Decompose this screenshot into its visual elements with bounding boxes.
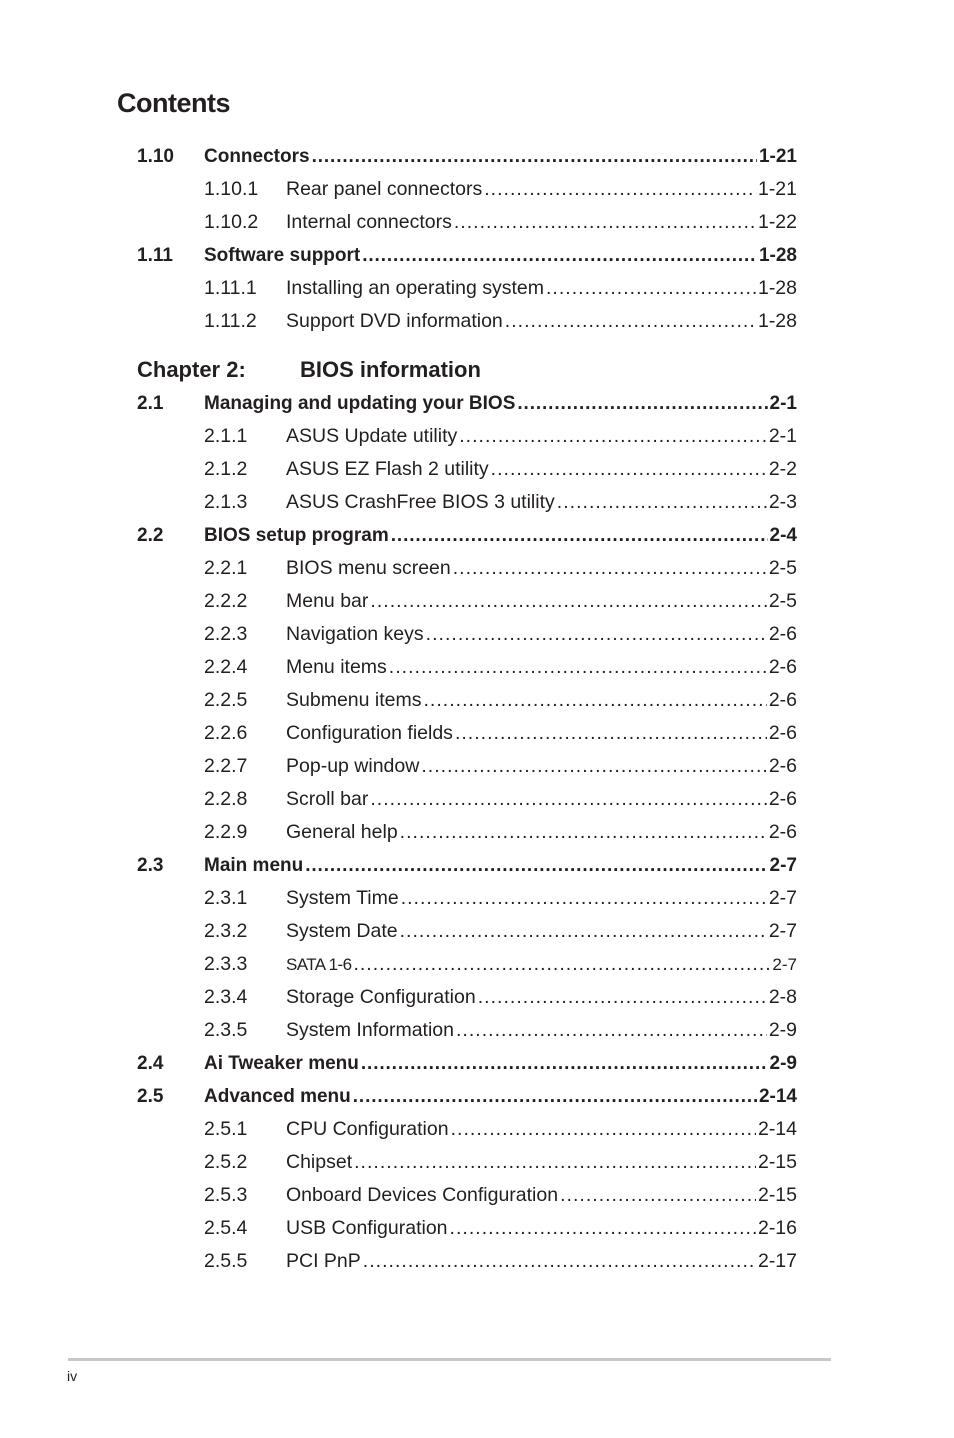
toc-section-chapter-1 xyxy=(137,140,797,338)
toc-entry-number: 2.3.3 xyxy=(204,953,248,975)
toc-entry-body xyxy=(204,140,797,173)
toc-entry-body xyxy=(286,1245,797,1278)
toc-dot-leader xyxy=(478,981,767,1014)
toc-entry[interactable] xyxy=(137,239,797,272)
toc-entry-title: ASUS EZ Flash 2 utility xyxy=(286,458,489,480)
toc-dot-leader xyxy=(389,651,767,684)
toc-entry[interactable] xyxy=(137,981,797,1014)
toc-entry-title: Storage Configuration xyxy=(286,986,476,1008)
toc-entry-body xyxy=(286,206,797,239)
toc-entry[interactable] xyxy=(137,305,797,338)
toc-dot-leader xyxy=(361,1047,768,1080)
toc-entry[interactable] xyxy=(137,486,797,519)
toc-entry-body xyxy=(286,915,797,948)
toc-entry-body xyxy=(286,1179,797,1212)
toc-entry-page: 2-8 xyxy=(768,986,797,1008)
toc-entry[interactable] xyxy=(137,684,797,717)
footer-divider xyxy=(68,1358,831,1361)
toc-entry[interactable] xyxy=(137,1146,797,1179)
toc-entry-title: Main menu xyxy=(204,855,304,876)
toc-entry-body xyxy=(286,486,797,519)
toc-entry-title: SATA 1-6 xyxy=(286,955,352,974)
toc-dot-leader xyxy=(450,1212,756,1245)
toc-entry[interactable] xyxy=(137,849,797,882)
toc-entry-number: 2.5.3 xyxy=(204,1184,248,1206)
toc-entry-number: 2.2.2 xyxy=(204,590,248,612)
toc-entry-number: 2.4 xyxy=(137,1053,164,1074)
toc-entry[interactable] xyxy=(137,618,797,651)
toc-entry-body xyxy=(204,1047,797,1080)
footer-page-number: iv xyxy=(67,1368,78,1384)
toc-entry-number: 2.2.8 xyxy=(204,788,248,810)
toc-entry-body xyxy=(286,1014,797,1047)
toc-section-chapter-2 xyxy=(137,387,797,1278)
toc-entry-body xyxy=(286,651,797,684)
toc-dot-leader xyxy=(370,783,766,816)
toc-dot-leader xyxy=(370,585,766,618)
toc-entry-body xyxy=(286,1113,797,1146)
toc-entry[interactable] xyxy=(137,1179,797,1212)
toc-entry-title: ASUS CrashFree BIOS 3 utility xyxy=(286,491,555,513)
toc-entry-body xyxy=(286,684,797,717)
toc-entry-body xyxy=(286,1212,797,1245)
toc-dot-leader xyxy=(354,1146,756,1179)
toc-dot-leader xyxy=(353,1080,757,1113)
toc-entry[interactable] xyxy=(137,206,797,239)
toc-entry-title: Menu items xyxy=(286,656,387,678)
toc-entry-body xyxy=(286,453,797,486)
toc-entry-title: BIOS menu screen xyxy=(286,557,451,579)
toc-entry-page: 2-6 xyxy=(768,755,797,777)
toc-entry-page: 2-7 xyxy=(768,887,797,909)
toc-entry-page: 2-6 xyxy=(768,623,797,645)
toc-entry-body xyxy=(204,387,797,420)
toc-entry-page: 1-28 xyxy=(757,277,797,299)
toc-entry-title: Onboard Devices Configuration xyxy=(286,1184,559,1206)
toc-entry-title: BIOS setup program xyxy=(204,525,389,546)
toc-entry-body xyxy=(286,981,797,1014)
toc-entry-number: 2.5.1 xyxy=(204,1118,248,1140)
toc-entry-title: Menu bar xyxy=(286,590,369,612)
toc-entry[interactable] xyxy=(137,783,797,816)
toc-dot-leader xyxy=(454,206,756,239)
toc-entry-number: 2.5.4 xyxy=(204,1217,248,1239)
toc-entry-title: Advanced menu xyxy=(204,1086,351,1107)
toc-entry-number: 2.3.4 xyxy=(204,986,248,1008)
toc-entry-title: Navigation keys xyxy=(286,623,424,645)
toc-entry-body xyxy=(286,585,797,618)
toc-entry-page: 1-28 xyxy=(758,245,797,266)
toc-entry-body xyxy=(286,882,797,915)
toc-entry-title: CPU Configuration xyxy=(286,1118,449,1140)
toc-entry[interactable] xyxy=(137,1080,797,1113)
toc-entry-title: Installing an operating system xyxy=(286,277,544,299)
toc-entry-page: 2-6 xyxy=(768,722,797,744)
toc-entry[interactable] xyxy=(137,882,797,915)
toc-dot-leader xyxy=(305,849,767,882)
toc-entry-page: 2-5 xyxy=(768,590,797,612)
toc-entry-body xyxy=(286,305,797,338)
toc-entry[interactable] xyxy=(137,915,797,948)
toc-entry-number: 2.2.1 xyxy=(204,557,248,579)
toc-entry-body xyxy=(286,816,797,849)
toc-entry-title: Rear panel connectors xyxy=(286,178,483,200)
toc-entry-page: 2-9 xyxy=(769,1053,797,1074)
toc-entry-number: 2.5.2 xyxy=(204,1151,248,1173)
toc-dot-leader xyxy=(456,1014,767,1047)
toc-entry-page: 2-7 xyxy=(772,955,797,974)
toc-dot-leader xyxy=(426,618,767,651)
toc-entry[interactable] xyxy=(137,1212,797,1245)
chapter-label: Chapter 2: xyxy=(137,357,246,382)
toc-entry-page: 2-7 xyxy=(769,855,797,876)
toc-entry[interactable] xyxy=(137,552,797,585)
toc-entry-title: System Information xyxy=(286,1019,454,1041)
toc-entry-title: Ai Tweaker menu xyxy=(204,1053,359,1074)
toc-entry-page: 2-6 xyxy=(768,788,797,810)
toc-entry-page: 2-4 xyxy=(769,525,797,546)
toc-entry[interactable] xyxy=(137,717,797,750)
toc-entry[interactable] xyxy=(137,1047,797,1080)
toc-entry[interactable] xyxy=(137,1014,797,1047)
toc-entry-title: Managing and updating your BIOS xyxy=(204,393,516,414)
page-title: Contents xyxy=(117,88,230,118)
toc-dot-leader xyxy=(391,519,768,552)
toc-entry-number: 2.2 xyxy=(137,525,164,546)
toc-entry[interactable] xyxy=(137,453,797,486)
toc-entry-title: General help xyxy=(286,821,398,843)
toc-entry[interactable] xyxy=(137,387,797,420)
toc-entry-number: 2.1.3 xyxy=(204,491,248,513)
toc-entry-title: Scroll bar xyxy=(286,788,369,810)
toc-entry-page: 2-17 xyxy=(757,1250,797,1272)
toc-entry-page: 2-6 xyxy=(768,821,797,843)
toc-entry-body xyxy=(286,717,797,750)
toc-entry[interactable] xyxy=(137,948,797,981)
toc-entry-body xyxy=(286,272,797,305)
toc-entry-title: Submenu items xyxy=(286,689,422,711)
toc-dot-leader xyxy=(363,1245,756,1278)
toc-entry-title: Software support xyxy=(204,245,361,266)
toc-entry-page: 2-9 xyxy=(768,1019,797,1041)
toc-entry-number: 2.5.5 xyxy=(204,1250,248,1272)
toc-entry-page: 1-21 xyxy=(758,146,797,167)
toc-entry-page: 2-3 xyxy=(768,491,797,513)
toc-entry-body xyxy=(286,173,797,206)
toc-entry-number: 2.1 xyxy=(137,393,164,414)
toc-entry-page: 1-28 xyxy=(757,310,797,332)
toc-entry-number: 2.2.9 xyxy=(204,821,248,843)
toc-entry-body xyxy=(286,420,797,453)
toc-entry-title: Chipset xyxy=(286,1151,353,1173)
toc-entry-number: 2.2.5 xyxy=(204,689,248,711)
toc-entry-number: 2.2.4 xyxy=(204,656,248,678)
toc-entry-number: 1.11 xyxy=(137,245,173,266)
toc-dot-leader xyxy=(421,750,766,783)
toc-entry-title: Connectors xyxy=(204,146,310,167)
toc-dot-leader xyxy=(400,915,767,948)
toc-entry-page: 2-7 xyxy=(768,920,797,942)
toc-entry-number: 2.2.6 xyxy=(204,722,248,744)
toc-entry-page: 2-15 xyxy=(757,1151,797,1173)
toc-dot-leader xyxy=(459,420,767,453)
toc-dot-leader xyxy=(362,239,757,272)
toc-entry-number: 2.3 xyxy=(137,855,164,876)
chapter-title: BIOS information xyxy=(300,357,481,382)
toc-entry-title: PCI PnP xyxy=(286,1250,361,1272)
toc-entry-number: 2.3.2 xyxy=(204,920,248,942)
toc-entry-page: 1-21 xyxy=(757,178,797,200)
toc-entry-body xyxy=(286,783,797,816)
toc-entry-number: 2.5 xyxy=(137,1086,164,1107)
toc-entry-number: 2.3.1 xyxy=(204,887,248,909)
toc-entry-title: Internal connectors xyxy=(286,211,452,233)
toc-entry[interactable] xyxy=(137,750,797,783)
toc-dot-leader xyxy=(400,816,767,849)
toc-entry-body xyxy=(286,750,797,783)
toc-entry[interactable] xyxy=(137,1245,797,1278)
toc-dot-leader xyxy=(423,684,766,717)
toc-entry[interactable] xyxy=(137,272,797,305)
toc-entry-page: 2-16 xyxy=(757,1217,797,1239)
toc-dot-leader xyxy=(453,552,767,585)
toc-entry-title: USB Configuration xyxy=(286,1217,448,1239)
toc-entry[interactable] xyxy=(137,585,797,618)
toc-dot-leader xyxy=(401,882,767,915)
toc-entry-number: 1.11.1 xyxy=(204,277,257,299)
toc-entry-page: 2-5 xyxy=(768,557,797,579)
toc-entry-title: Support DVD information xyxy=(286,310,503,332)
toc-entry-number: 2.3.5 xyxy=(204,1019,248,1041)
toc-entry-body xyxy=(286,948,797,981)
toc-dot-leader xyxy=(455,717,767,750)
chapter-heading xyxy=(137,354,637,386)
toc-entry-number: 1.10 xyxy=(137,146,174,167)
toc-entry-title: Pop-up window xyxy=(286,755,420,777)
toc-entry-page: 2-14 xyxy=(757,1118,797,1140)
toc-entry[interactable] xyxy=(137,651,797,684)
toc-entry[interactable] xyxy=(137,816,797,849)
toc-entry-number: 1.11.2 xyxy=(204,310,257,332)
toc-entry-body xyxy=(286,1146,797,1179)
toc-entry[interactable] xyxy=(137,173,797,206)
toc-entry-number: 2.2.7 xyxy=(204,755,248,777)
toc-entry-number: 1.10.1 xyxy=(204,178,259,200)
toc-entry-page: 2-2 xyxy=(768,458,797,480)
toc-entry-title: Configuration fields xyxy=(286,722,453,744)
toc-entry-page: 2-14 xyxy=(758,1086,797,1107)
toc-dot-leader xyxy=(505,305,756,338)
toc-entry-title: ASUS Update utility xyxy=(286,425,458,447)
toc-entry-body xyxy=(204,849,797,882)
toc-entry-body xyxy=(286,618,797,651)
toc-entry-body xyxy=(204,519,797,552)
toc-entry-page: 2-1 xyxy=(769,393,797,414)
toc-entry-page: 2-1 xyxy=(768,425,797,447)
toc-entry-page: 2-6 xyxy=(768,689,797,711)
toc-entry-title: System Time xyxy=(286,887,399,909)
toc-entry-body xyxy=(204,239,797,272)
toc-dot-leader xyxy=(491,453,767,486)
toc-entry-body xyxy=(286,552,797,585)
toc-dot-leader xyxy=(546,272,756,305)
toc-entry-page: 1-22 xyxy=(757,211,797,233)
toc-dot-leader xyxy=(312,140,757,173)
toc-dot-leader xyxy=(517,387,767,420)
toc-entry-number: 1.10.2 xyxy=(204,211,259,233)
toc-entry-number: 2.2.3 xyxy=(204,623,248,645)
toc-entry-page: 2-6 xyxy=(768,656,797,678)
toc-entry-page: 2-15 xyxy=(757,1184,797,1206)
toc-dot-leader xyxy=(484,173,756,206)
toc-dot-leader xyxy=(353,948,770,981)
toc-entry[interactable] xyxy=(137,1113,797,1146)
toc-entry-number: 2.1.1 xyxy=(204,425,248,447)
toc-entry[interactable] xyxy=(137,140,797,173)
toc-entry-number: 2.1.2 xyxy=(204,458,248,480)
toc-entry[interactable] xyxy=(137,420,797,453)
toc-dot-leader xyxy=(557,486,767,519)
toc-dot-leader xyxy=(560,1179,756,1212)
toc-dot-leader xyxy=(451,1113,756,1146)
toc-entry[interactable] xyxy=(137,519,797,552)
toc-entry-body xyxy=(204,1080,797,1113)
toc-entry-title: System Date xyxy=(286,920,398,942)
